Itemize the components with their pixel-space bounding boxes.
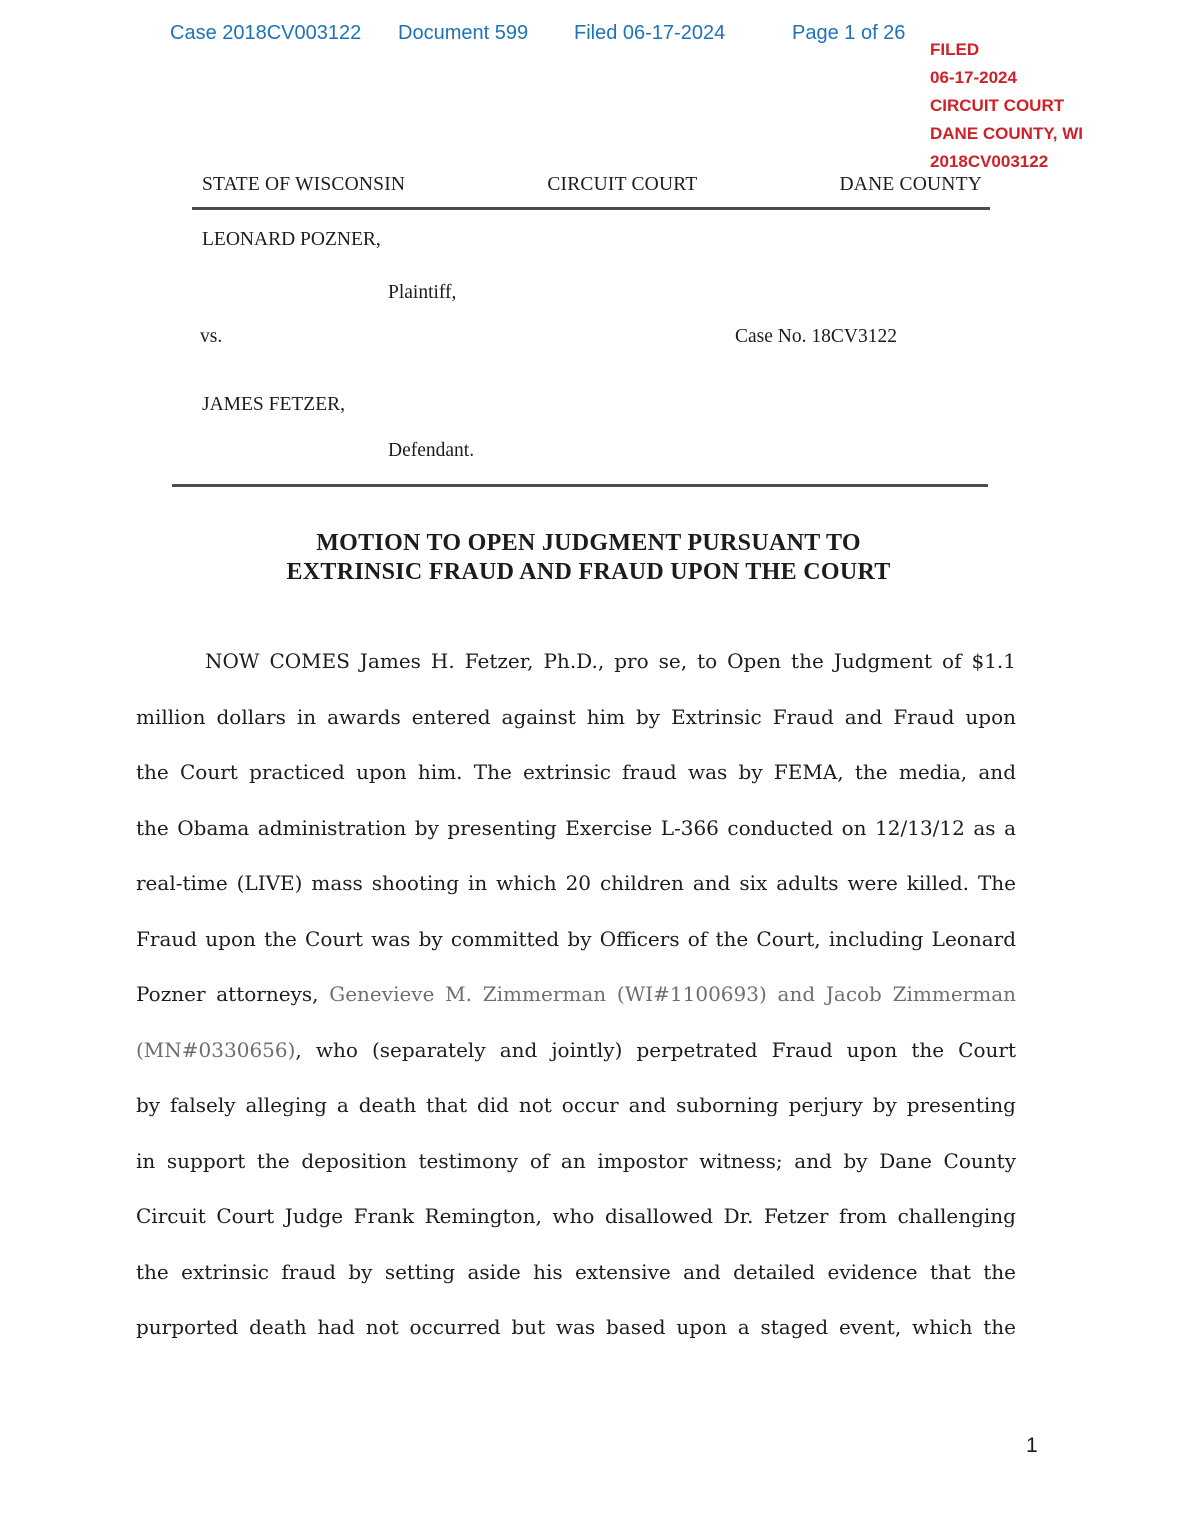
plaintiff-role: Plaintiff,: [388, 282, 457, 303]
body-line: [136, 927, 1016, 983]
body-line: [136, 1093, 1016, 1149]
body-text: Circuit Court Judge Frank Remington, who disallowed Dr. Fetzer from challenging: [136, 1204, 1016, 1228]
body-text: the extrinsic fraud by setting aside his extensive and detailed evidence that the: [136, 1259, 1016, 1284]
state-label: STATE OF WISCONSIN: [202, 174, 406, 195]
body-line: [136, 705, 1016, 761]
caption-rule-bottom: [172, 484, 988, 487]
stamp-line: 06-17-2024: [930, 68, 1017, 87]
body-line: [136, 871, 1016, 927]
page-number: 1: [1026, 1434, 1038, 1457]
body-text: the Court practiced upon him. The extrinsic fraud was by FEMA, the media, and: [136, 760, 1016, 784]
caption-rule-top: [192, 207, 990, 210]
body-text: NOW COMES James H. Fetzer, Ph.D., pro se, to Open the Judgment of $1.1: [205, 649, 1016, 673]
court-caption-row: [202, 174, 982, 196]
body-text: Pozner attorneys,: [136, 982, 330, 1006]
body-paragraph: [136, 649, 1016, 1371]
body-line: [136, 1260, 1016, 1316]
defendant-name: JAMES FETZER,: [202, 394, 346, 415]
attorney-reference: (MN#0330656): [136, 1037, 296, 1062]
body-line: [136, 1315, 1016, 1371]
body-line: [136, 649, 1016, 705]
motion-title-line2: EXTRINSIC FRAUD AND FRAUD UPON THE COURT: [286, 559, 891, 585]
case-number-label: Case 2018CV003122: [170, 22, 362, 44]
stamp-line: CIRCUIT COURT: [930, 96, 1065, 115]
body-line: [136, 1149, 1016, 1205]
page-count-label: Page 1 of 26: [792, 22, 906, 44]
body-text: real-time (LIVE) mass shooting in which 20 children and six adults were killed. The: [136, 871, 1016, 895]
document-number-label: Document 599: [398, 22, 529, 44]
body-text: the Obama administration by presenting Exercise L-366 conducted on 12/13/12 as a: [136, 815, 1016, 840]
body-line: [136, 1038, 1016, 1094]
defendant-role: Defendant.: [388, 440, 475, 461]
body-text: purported death had not occurred but was based upon a staged event, which the: [136, 1315, 1016, 1339]
county-label: DANE COUNTY: [839, 174, 982, 195]
body-text: by falsely alleging a death that did not occur and suborning perjury by presenting: [136, 1093, 1016, 1117]
body-line: [136, 760, 1016, 816]
body-text: million dollars in awards entered against him by Extrinsic Fraud and Fraud upon: [136, 704, 1016, 729]
body-text: , who (separately and jointly) perpetrated Fraud upon the Court: [295, 1037, 1016, 1062]
motion-title-line1: MOTION TO OPEN JUDGMENT PURSUANT TO: [316, 530, 861, 556]
plaintiff-name: LEONARD POZNER,: [202, 229, 381, 250]
attorney-reference: Genevieve M. Zimmerman (WI#1100693) and Jacob Zimmerman: [329, 982, 1016, 1006]
stamp-line: DANE COUNTY, WI: [930, 124, 1083, 143]
versus-label: vs.: [200, 326, 223, 347]
body-line: [136, 816, 1016, 872]
body-text: Fraud upon the Court was by committed by Officers of the Court, including Leonard: [136, 926, 1016, 951]
case-number: Case No. 18CV3122: [735, 326, 897, 347]
court-label: CIRCUIT COURT: [547, 174, 698, 195]
motion-title: [136, 529, 1041, 587]
body-text: in support the deposition testimony of an impostor witness; and by Dane County: [136, 1148, 1016, 1173]
filed-stamp: [930, 36, 1083, 176]
stamp-line: 2018CV003122: [930, 152, 1049, 171]
stamp-line: FILED: [930, 40, 980, 59]
body-line: [136, 1204, 1016, 1260]
filed-date-label: Filed 06-17-2024: [574, 22, 726, 44]
body-line: [136, 982, 1016, 1038]
